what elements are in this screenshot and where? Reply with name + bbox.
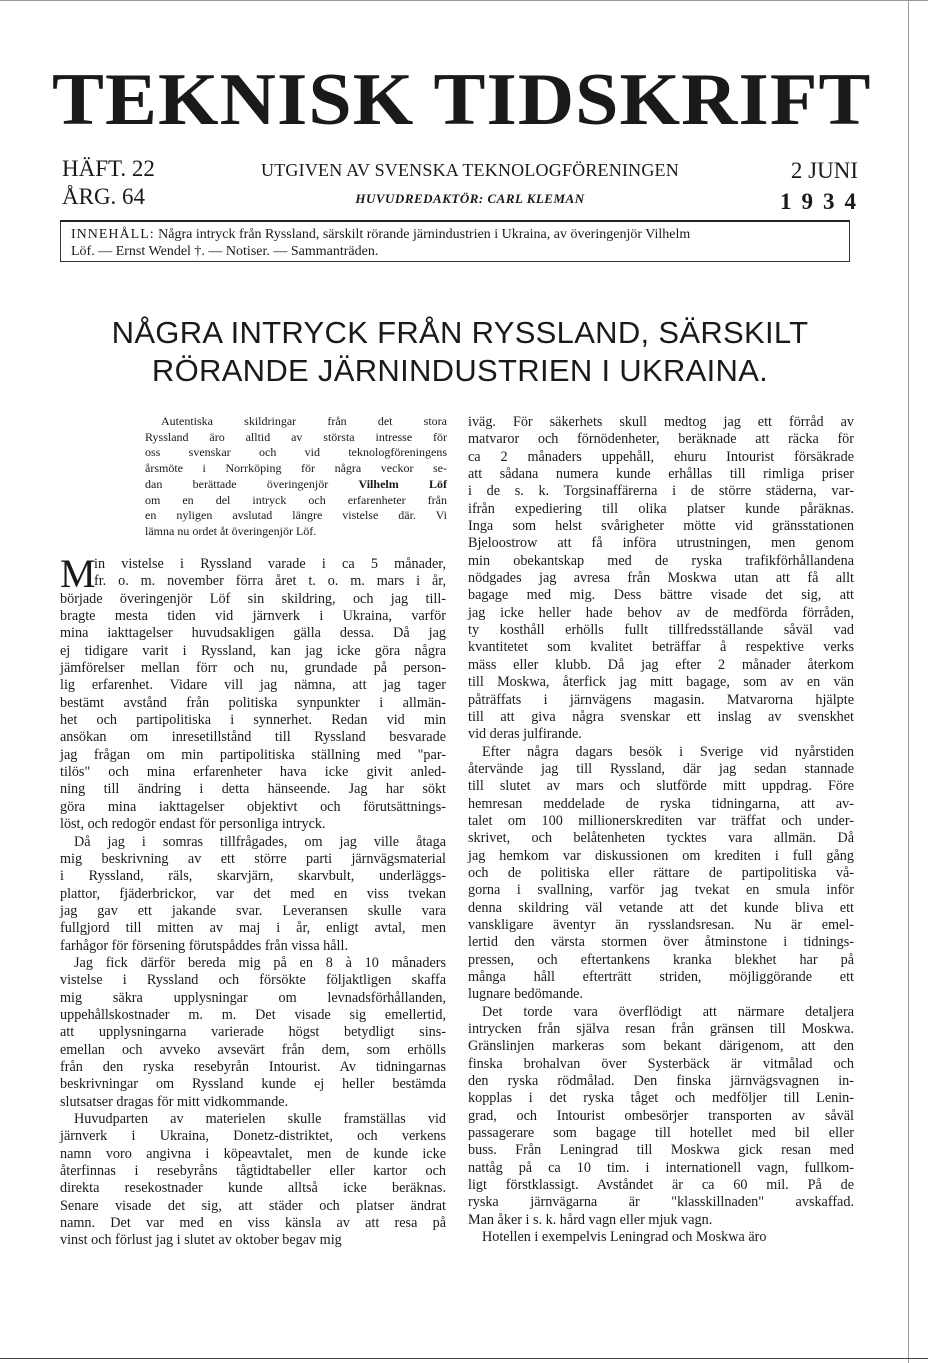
text-line: Hotellen i exempelvis Leningrad och Moskwa äro [482, 1229, 767, 1246]
text-line: nattåg på ca 10 tim. i internationell vagn, fullkom- [468, 1159, 854, 1176]
text-line: jag gav ett jakande svar. Leveransen skulle vara [60, 902, 446, 919]
intro-line: om en del intryck och erfarenheter från [145, 492, 447, 507]
intro-line: årsmöte i Norrköping för några veckor se- [145, 461, 447, 476]
text-line: ej tidigare varit i Ryssland, kan jag icke göra några [60, 642, 446, 659]
drop-cap: M [60, 551, 96, 596]
text-line: jämförelser mellan förr och nu, grundade på person- [60, 660, 446, 677]
contents-line-1 [71, 226, 839, 243]
text-line: kvantitetet som kvalitet beträffar å respektive verks [468, 639, 854, 656]
text-line: mäss eller klubb. Då jag efter 2 månader återkom [468, 656, 854, 673]
text-line: Gränslinjen markeras som bekant därigenom, att den [468, 1038, 854, 1055]
text-line: Det torde vara överflödigt att närmare detaljera [482, 1003, 854, 1020]
text-line: till slutet av mars och slutförde mitt uppdrag. Före [468, 778, 854, 795]
page-bottom-rule [0, 1358, 928, 1359]
headline-line-2: RÖRANDE JÄRNINDUSTRIEN I UKRAINA. [151, 353, 769, 388]
article-column-left [60, 551, 446, 1250]
text-line: bestämt avstånd från politiska synpunkter i allmän- [60, 694, 446, 711]
text-line: Jag fick därför bereda mig på en 8 à 10 månaders [74, 954, 446, 971]
text-line: farhågor för försening förutspåddes från vissa håll. [60, 937, 348, 954]
text-line: nödgades jag avresa från Moskwa utan att få allt [468, 570, 854, 587]
text-line: fr. o. m. november förra året t. o. m. mars i år, [94, 573, 446, 590]
text-line: påträffats i järnvägens magasin. Matvarorna hjälpte [468, 691, 854, 708]
text-line: jag frågan om min partipolitiska ställning med "par- [60, 746, 446, 763]
text-line: ty kosthåll erhölls fullt tillfredsställande såväl vad [468, 622, 854, 639]
text-line: lertid den värsta stormen över åtminstone i tidnings- [468, 934, 854, 951]
text-line: i de s. k. Torgsinaffärerna i de större städerna, var- [468, 483, 854, 500]
text-line: talet om 100 millionerskrediten var träffat och under- [468, 812, 854, 829]
intro-line: lämna nu ordet åt överingenjör Löf. [145, 523, 317, 538]
text-line: passagerare som bagage till hotellet med bil eller [468, 1125, 854, 1142]
headline-line-1: NÅGRA INTRYCK FRÅN RYSSLAND, SÄRSKILT [111, 315, 809, 350]
publisher-info [200, 160, 740, 207]
text-line: i Ryssland, räls, skarvjärn, skarvbult, underläggs- [60, 868, 446, 885]
text-line: återfinnas i resebyråns tågtidtabeller eller kartor och [60, 1163, 446, 1180]
text-line: matvaror och förnödenheter, beräknade att räcka för [468, 431, 854, 448]
text-line: finska brohalvan över Systerbäck är vitmålad och [468, 1055, 854, 1072]
issue-date [780, 158, 866, 215]
editor-line: HUVUDREDAKTÖR: CARL KLEMAN [355, 191, 585, 206]
text-line: Huvudparten av materielen skulle framställas vid [74, 1111, 446, 1127]
text-line: namn. Det var med en viss känsla av att resa på [60, 1215, 446, 1232]
text-line: började överingenjör Löf sin skildring, och jag till- [60, 590, 446, 607]
article-intro [145, 414, 447, 540]
text-line: att upplysningarna varierade högst betydligt sins- [60, 1024, 446, 1041]
text-line: vistelse i Ryssland och försökte följaktligen skaffa [60, 972, 446, 989]
text-line: slutsatser dragas för mitt vidkommande. [60, 1093, 289, 1110]
text-line: till Moskwa, återfick jag mitt bagage, som av en vän [468, 674, 854, 691]
intro-text: dan berättade överingenjör [145, 476, 359, 491]
issue-number: HÄFT. 22 [62, 156, 155, 181]
text-line: grad, och Intourist ombesörjer transporten av såväl [468, 1107, 854, 1124]
text-line: tilös" och mina erfarenheter hava icke givit anled- [60, 764, 446, 781]
date-day-month: 2 JUNI [790, 158, 858, 183]
text-line: mina iakttagelser huvudsakligen gälla dessa. Då jag [60, 625, 446, 642]
page-top-edge [0, 0, 928, 1]
masthead [52, 46, 872, 154]
text-line: ansökan om inresetillstånd till Ryssland besvarade [60, 729, 446, 746]
text-line: ryska järnvägarna är "klasskillnaden" avskaffad. [468, 1194, 854, 1211]
text-line: och de politiska eller rättare de partipolitiska vå- [468, 864, 854, 881]
article-column-right [468, 414, 854, 1247]
text-line: iväg. För säkerhets skull medtog jag ett förråd av [468, 414, 854, 430]
text-line: min obekantskap med de ryska trafikförhållandena [468, 552, 854, 569]
text-line: lugnare bedömande. [468, 986, 584, 1003]
intro-line [145, 477, 447, 493]
contents-text-2: Löf. — Ernst Wendel †. — Notiser. — Sammanträden. [71, 244, 379, 259]
text-line: den ryska rödmålad. Den finska järnvägsvagnen in- [468, 1073, 854, 1090]
text-line: Man åker i s. k. hård vagn eller mjuk vagn. [468, 1211, 713, 1228]
table-of-contents [60, 220, 850, 262]
text-line: bragte mesta tiden vid järnverk i Ukraina, varför [60, 608, 446, 625]
text-line: Inga som helst svårigheter mötte vid gränsstationen [468, 518, 854, 535]
text-line: plattor, fjäderbrickor, var det med en viss tvekan [60, 885, 446, 902]
text-line: Bjeloostrow att få införa utrustningen, men genom [468, 535, 854, 552]
text-line: fullgjord till mitten av maj i år, enligt avtal, men [60, 920, 446, 937]
volume-number: ÅRG. 64 [62, 184, 146, 209]
author-name: Vilhelm Löf [358, 476, 448, 491]
text-line: från den ryska resebyrån Intourist. Av tidningarnas [60, 1058, 446, 1075]
text-line: många håll efterträtt striden, möjliggörande ett [468, 969, 854, 985]
text-line: jag hemkom var diskussionen om krediten i full gång [468, 847, 854, 864]
text-line: buss. Från Leningrad till Moskwa gick resan med [468, 1142, 854, 1159]
contents-text-1: Några intryck från Ryssland, särskilt rörande järnindustrien i Ukraina, av överingenjör Vilhelm [158, 227, 691, 242]
intro-line: Autentiska skildringar från det stora [161, 414, 447, 428]
text-line: in vistelse i Ryssland varade i ca 5 månader, [94, 556, 446, 572]
text-line: het och partipolitiska i synnerhet. Redan vid min [60, 712, 446, 729]
publisher-line: UTGIVEN AV SVENSKA TEKNOLOGFÖRENINGEN [261, 160, 679, 180]
text-line: mig säkra upplysningar om levnadsförhållanden, [60, 989, 446, 1006]
text-line: kopplas i det ryska tåget och medföljer till Lenin- [468, 1090, 854, 1107]
text-line: pressen, och eftertankens kranka blekhet har på [468, 951, 854, 968]
text-line: ca 2 månaders uppehåll, ehuru Intourist försäkrade [468, 448, 854, 465]
text-line: vinst och förlust jag i slutet av oktober begav mig [60, 1232, 342, 1249]
text-line: emellan och avveko avsevärt från dem, som erhölls [60, 1041, 446, 1058]
text-line: mig beskrivning av ett större parti järnvägsmaterial [60, 850, 446, 867]
text-line: göra mina iakttagelser objektivt och förutsättnings- [60, 798, 446, 815]
text-line: beskrivningar om Ryssland kunde ej heller bestämda [60, 1076, 446, 1093]
intro-line: oss svenskar och vid teknologföreningens [145, 445, 447, 460]
text-line: till att giva några svenskar ett inslag av svenskhet [468, 708, 854, 725]
intro-line: Ryssland äro alltid av största intresse för [145, 429, 447, 444]
text-line: löst, och redogör endast för personliga intryck. [60, 816, 326, 833]
text-line: skrivet, och belåtenheten tycktes vara allmän. Då [468, 830, 854, 847]
text-line: uppehållskostnader m. m. Det visade sig emellertid, [60, 1006, 446, 1023]
text-line: Efter några dagars besök i Sverige vid nyårstiden [482, 743, 854, 760]
article-headline [80, 314, 840, 390]
text-line: ning till ändring i detta hänseende. Jag har sökt [60, 781, 446, 798]
text-line: lig erfarenhet. Vidare vill jag nämna, att jag tager [60, 677, 446, 694]
text-line: Senare visade det sig, att städer och platser ändrat [60, 1197, 446, 1214]
text-line: järnverk i Ukraina, Donetz-distriktet, och verkens [60, 1128, 446, 1145]
text-line: vanskligare äventyr än rysslandsresan. Nu är emel- [468, 916, 854, 933]
text-line: bagage med mig. Dess bättre visade det sig, att [468, 587, 854, 604]
text-line: ifrån expediering till olika platser kunde påräknas. [468, 500, 854, 517]
text-line: jag icke heller hade behov av de medförda förråden, [468, 604, 854, 621]
text-line: gorna i svallning, varför jag tvekat en smula inför [468, 882, 854, 899]
text-line: att sådana numera kunde erhållas till rimliga priser [468, 466, 854, 483]
contents-label: INNEHÅLL: [71, 227, 155, 242]
text-line: denna skildring väl vetande att det kunde bliva ett [468, 899, 854, 916]
text-line: direkta resekostnader kunde alltså icke beräknas. [60, 1180, 446, 1197]
text-line: intrycken från själva resan från gränsen till Moskwa. [468, 1021, 854, 1038]
text-line: hemresan meddelade de ryska tidningarna, att av- [468, 795, 854, 812]
text-line: Då jag i somras tillfrågades, om jag ville åtaga [74, 833, 446, 850]
issue-info [62, 155, 155, 211]
journal-title: TEKNISK TIDSKRIFT [52, 59, 872, 141]
date-year: 1934 [780, 189, 866, 214]
text-line: vid deras julfirande. [468, 726, 582, 743]
text-line: återvände jag till Ryssland, där jag sedan stannade [468, 760, 854, 777]
page-right-edge [908, 0, 909, 1363]
intro-line: en nyligen avslutad längre vistelse där. Vi [145, 508, 447, 523]
text-line: ligt förstklassigt. Avståndet är ca 60 mil. På de [468, 1177, 854, 1194]
text-line: namn voro angivna i köpeavtalet, men de kunde icke [60, 1145, 446, 1162]
